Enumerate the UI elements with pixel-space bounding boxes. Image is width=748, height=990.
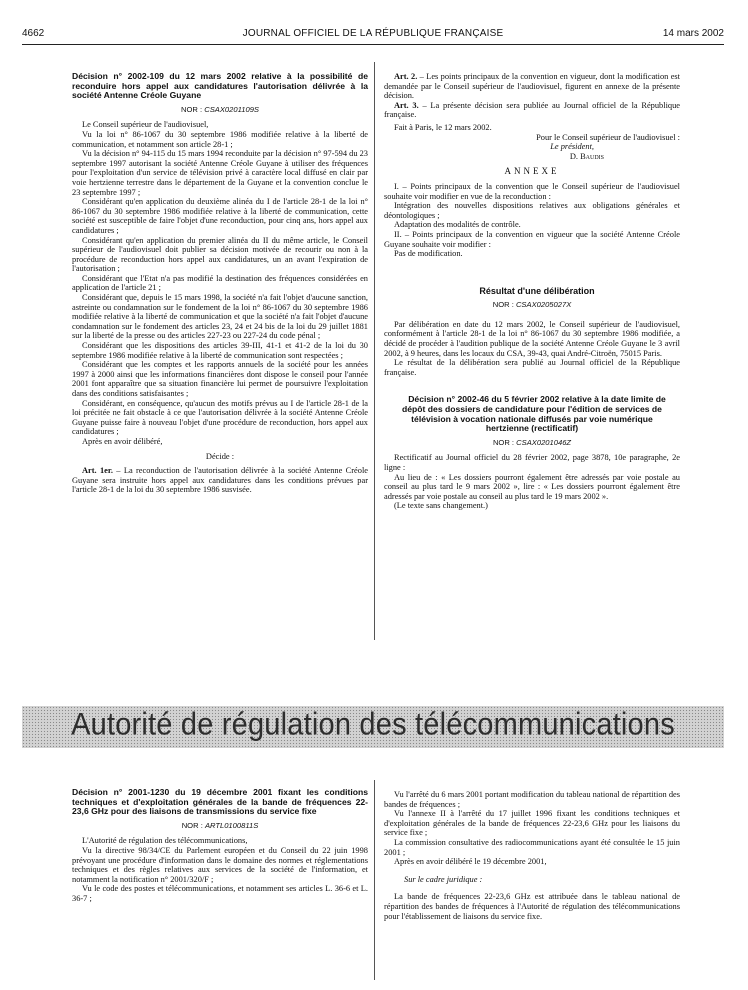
nor-code: ARTL0100811S	[204, 820, 259, 830]
article-1: Art. 1er. – La reconduction de l'autorisation délivrée à la société Antenne Créole Guyane sera instruite hors appel aux candidatures dans les conditions prévues par l'article 28-1 de la loi du 30 septembre 1986 susvisée.	[72, 466, 368, 495]
paragraph: Vu l'arrêté du 6 mars 2001 portant modification du tableau national de répartition des bandes de fréquences ;	[384, 790, 680, 809]
nor-code: CSAX0205027X	[515, 300, 572, 310]
signature-line-2: Le président,	[550, 142, 594, 152]
column-divider	[374, 780, 375, 980]
fait-line: Fait à Paris, le 12 mars 2002.	[394, 122, 492, 132]
nor-line: NOR : ARTL0100811S	[181, 820, 259, 830]
page-header	[22, 28, 724, 42]
bottom-right-column	[384, 790, 680, 921]
decision-title: Décision n° 2002-109 du 12 mars 2002 relative à la possibilité de reconduire hors appel aux candidatures l'autorisation délivrée à la société Antenne Créole Guyane	[72, 71, 368, 101]
paragraph: Considérant que les dispositions des articles 39-III, 41-1 et 41-2 de la loi du 30 septembre 1986 modifiée relative à la liberté de communication sont respectées ;	[72, 341, 368, 360]
paragraph: Rectificatif au Journal officiel du 28 février 2002, page 3878, 10e paragraphe, 2e ligne :	[384, 453, 680, 472]
nor-code: CSAX0201046Z	[516, 437, 572, 447]
signature-name: D. Baudis	[569, 151, 604, 161]
paragraph: Vu l'annexe II à l'arrêté du 17 juillet 1996 fixant les conditions techniques et d'exploitation générales de la bande de fréquences 22-23,6 GHz pour les liaisons du service fixe ;	[384, 809, 680, 838]
paragraph: Vu la décision n° 94-115 du 15 mars 1994 reconduite par la décision n° 97-594 du 23 septembre 1997 autorisant la société Antenne Créole Guyane à utiliser des fréquences pour l'exploitation d'un service de télévision privé à caractère local diffusé en clair par voie hertzienne terrestre dans le département de la Guyane et la convention conclue le 23 septembre 1997 ;	[72, 149, 368, 197]
paragraph: Considérant qu'en application du deuxième alinéa du I de l'article 28-1 de la loi n° 86-1067 du 30 septembre 1986 modifiée relative à la liberté de communication, cette société est susceptible de faire l'objet d'une reconduction, pour cinq ans, hors appel aux candidatures ;	[72, 197, 368, 235]
header-rule	[22, 44, 724, 45]
paragraph: Le résultat de la délibération sera publié au Journal officiel de la République française.	[384, 358, 680, 377]
nor-line: NOR : CSAX0201046Z	[492, 437, 572, 447]
paragraph: Considérant que, depuis le 15 mars 1998, la société n'a fait l'objet d'aucune sanction, astreinte ou condamnation sur le fondement de la loi n° 86-1067 du 30 septembre 1986 modifiée relative à la liberté de communication et que la société n'a fait l'objet d'aucune condamnation sur le fondement des articles 23, 24 et 24 bis de la loi du 29 juillet 1881 sur la liberté de la presse ou des articles 227-23 ou 227-24 du code pénal ;	[72, 293, 368, 341]
subheading: Sur le cadre juridique :	[404, 874, 483, 884]
paragraph: Par délibération en date du 12 mars 2002, le Conseil supérieur de l'audiovisuel, conformément à l'article 28-1 de la loi n° 86-1067 du 30 septembre 1986 modifiée, a décidé de procéder à l'audition publique de la société Antenne Créole Guyane le 3 avril 2002, à 9 heures, dans les locaux du CSA, 39-43, quai André-Citroën, 75015 Paris.	[384, 319, 680, 358]
paragraph: I. – Points principaux de la convention que le Conseil supérieur de l'audiovisuel souhaite voir modifier en vue de la reconduction :	[384, 181, 680, 201]
paragraph: Considérant qu'en application du premier alinéa du II du même article, le Conseil supérieur de l'audiovisuel doit publier sa décision motivée de recourir ou non à la procédure de reconduction hors appel aux candidatures, un an avant l'expiration de l'autorisation ;	[72, 235, 368, 274]
paragraph: Vu la directive 98/34/CE du Parlement européen et du Conseil du 22 juin 1998 prévoyant une procédure d'information dans le domaine des normes et réglementations techniques et des règles relatives aux services de la société de l'information, et notamment la notification n° 2001/320/F ;	[72, 845, 368, 884]
paragraph: Intégration des nouvelles dispositions relatives aux obligations générales et déontologiques ;	[384, 201, 680, 220]
left-column	[72, 72, 368, 495]
nor-line: NOR : CSAX0201109S	[181, 104, 259, 114]
section-banner-title: Autorité de régulation des télécommunications	[71, 707, 675, 743]
paragraph: II. – Points principaux de la convention en vigueur que la société Antenne Créole Guyane souhaite voir modifier :	[384, 229, 680, 249]
issue-date: 14 mars 2002	[662, 28, 724, 39]
paragraph: Vu le code des postes et télécommunications, et notamment ses articles L. 36-6 et L. 36-7 ;	[72, 884, 368, 903]
paragraph: Après en avoir délibéré,	[82, 436, 163, 446]
paragraph: La commission consultative des radiocommunications ayant été consultée le 15 juin 2001 ;	[384, 837, 680, 857]
signature-line-1: Pour le Conseil supérieur de l'audiovisuel :	[536, 132, 680, 142]
paragraph: Adaptation des modalités de contrôle.	[394, 220, 521, 230]
bottom-left-column	[72, 788, 368, 904]
article-label: Art. 1er.	[82, 466, 113, 476]
paragraph: Le Conseil supérieur de l'audiovisuel,	[82, 120, 209, 130]
paragraph: Vu la loi n° 86-1067 du 30 septembre 1986 modifiée relative à la liberté de communication, et notamment son article 28-1 ;	[72, 129, 368, 149]
page-number: 4662	[22, 28, 45, 39]
article-label: Art. 2.	[394, 72, 418, 81]
paragraph: Après en avoir délibéré le 19 décembre 2001,	[394, 857, 547, 867]
section-banner	[22, 706, 724, 748]
paragraph: Pas de modification.	[394, 249, 463, 259]
article-3: Art. 3. – La présente décision sera publiée au Journal officiel de la République française.	[384, 100, 680, 120]
decide-heading: Décide :	[205, 451, 235, 461]
paragraph: La bande de fréquences 22-23,6 GHz est attribuée dans le tableau national de répartition des bandes de fréquences à l'Autorité de régulation des télécommunications pour l'établissement de liaisons du service fixe.	[384, 892, 680, 921]
column-divider	[374, 62, 375, 640]
decision-title: Décision n° 2001-1230 du 19 décembre 2001 fixant les conditions techniques et d'exploitation générales de la bande de fréquences 22-23,6 GHz pour des liaisons de transmissions du service fixe	[72, 787, 368, 817]
annexe-title: ANNEXE	[504, 166, 560, 177]
paragraph: L'Autorité de régulation des télécommunications,	[82, 836, 248, 846]
journal-title: JOURNAL OFFICIEL DE LA RÉPUBLIQUE FRANÇAISE	[242, 28, 504, 39]
nor-code: CSAX0201109S	[204, 104, 259, 114]
paragraph: Considérant que les comptes et les rapports annuels de la société pour les années 1997 à 2000 ainsi que les informations financières dont dispose le conseil pour l'année 2001 font apparaître que sa situation financière lui permet de poursuivre l'exploitation dans des conditions satisfaisantes ;	[72, 360, 368, 398]
paragraph: Considérant, en conséquence, qu'aucun des motifs prévus au I de l'article 28-1 de la loi précitée ne fait obstacle à ce que l'autorisation délivrée à la société Antenne Créole Guyane puisse faire à nouveau l'objet d'une procédure de reconduction, hors appel aux candidatures ;	[72, 398, 368, 437]
paragraph: (Le texte sans changement.)	[394, 501, 488, 511]
article-2: Art. 2. – Les points principaux de la convention en vigueur, dont la modification est demandée par le Conseil supérieur de l'audiovisuel, figurent en annexe de la présente décision.	[384, 72, 680, 101]
resultat-title: Résultat d'une délibération	[479, 285, 595, 296]
right-column	[384, 72, 680, 511]
article-label: Art. 3.	[394, 100, 419, 110]
paragraph: Considérant que l'Etat n'a pas modifié la destination des fréquences considérées en application de l'article 21 ;	[72, 273, 368, 293]
paragraph: Au lieu de : « Les dossiers pourront également être adressés par voie postale au conseil au plus tard le 9 mars 2002 », lire : « Les dossiers pourront également être adressés par voie postale au conseil au plus tard le 19 mars 2002 ».	[384, 472, 680, 501]
decision-title: Décision n° 2002-46 du 5 février 2002 relative à la date limite de dépôt des dossiers de candidature pour l'édition de services de télévision à vocation nationale diffusés par voie numérique hertzienne (rectificatif)	[402, 394, 666, 434]
nor-line: NOR : CSAX0205027X	[492, 300, 572, 310]
